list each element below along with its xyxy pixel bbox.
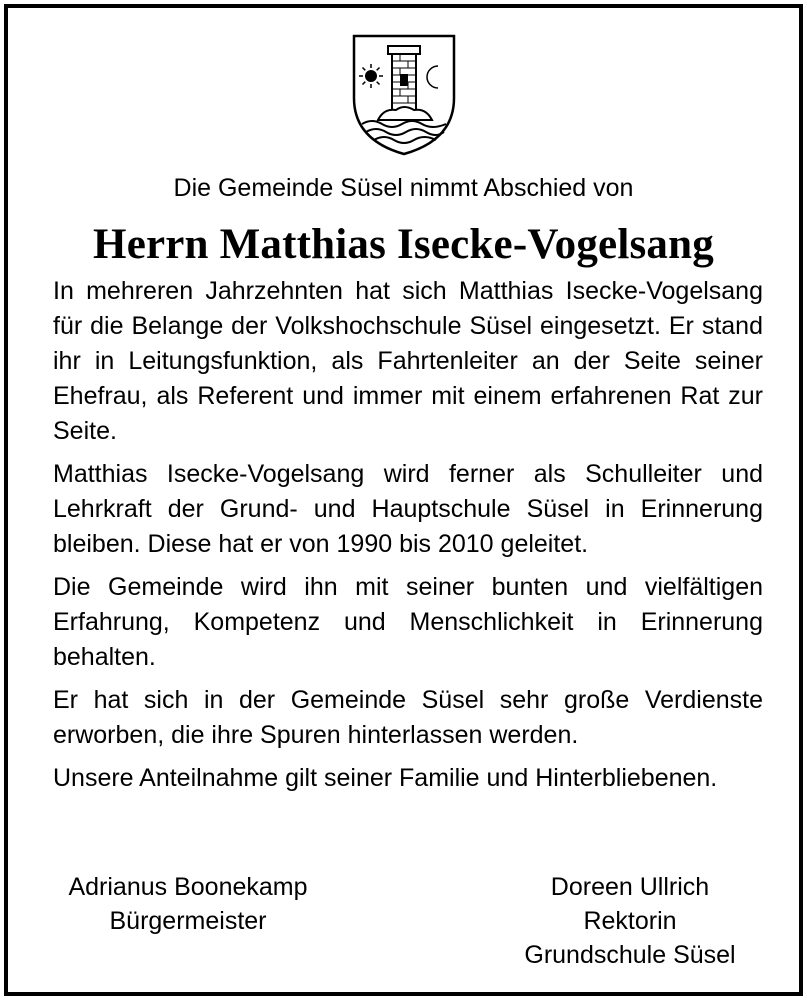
obituary-frame: [4, 4, 803, 996]
signatory-name: Adrianus Boonekamp: [68, 873, 308, 901]
signatory-title: Bürgermeister: [109, 907, 267, 935]
sun-icon: [359, 64, 383, 88]
deceased-name: Herrn Matthias Isecke-Vogelsang: [93, 221, 714, 268]
intro-line: Die Gemeinde Süsel nimmt Abschied von: [173, 174, 634, 202]
signatory-org: Grundschule Süsel: [524, 941, 736, 969]
obituary-text: [53, 274, 763, 804]
signatory-name: Doreen Ullrich: [550, 873, 710, 901]
signatory-title: Rektorin: [583, 907, 677, 935]
paragraph: Matthias Isecke-Vogelsang wird ferner als Schulleiter und Lehrkraft der Grund- und Hauptschule Süsel in Erinnerung bleiben. Diese hat er von 1990 bis 2010 geleitet.: [53, 460, 763, 558]
signature-principal: [480, 870, 780, 972]
paragraph: Die Gemeinde wird ihn mit seiner bunten und vielfältigen Erfahrung, Kompetenz und Menschlichkeit in Erinnerung behalten.: [53, 573, 763, 671]
paragraph: Er hat sich in der Gemeinde Süsel sehr große Verdienste erworben, die ihre Spuren hinterlassen werden.: [53, 686, 763, 749]
paragraph: In mehreren Jahrzehnten hat sich Matthias Isecke-Vogelsang für die Belange der Volkshochschule Süsel eingesetzt. Er stand ihr in Leitungsfunktion, als Fahrtenleiter an der Seite seiner Ehefrau, als Referent und immer mit einem erfahrenen Rat zur Seite.: [53, 277, 763, 445]
municipal-coat-of-arms-icon: [344, 28, 464, 158]
paragraph: Unsere Anteilnahme gilt seiner Familie und Hinterbliebenen.: [53, 764, 718, 792]
tower-icon: [388, 46, 420, 110]
signature-mayor: [38, 870, 338, 938]
